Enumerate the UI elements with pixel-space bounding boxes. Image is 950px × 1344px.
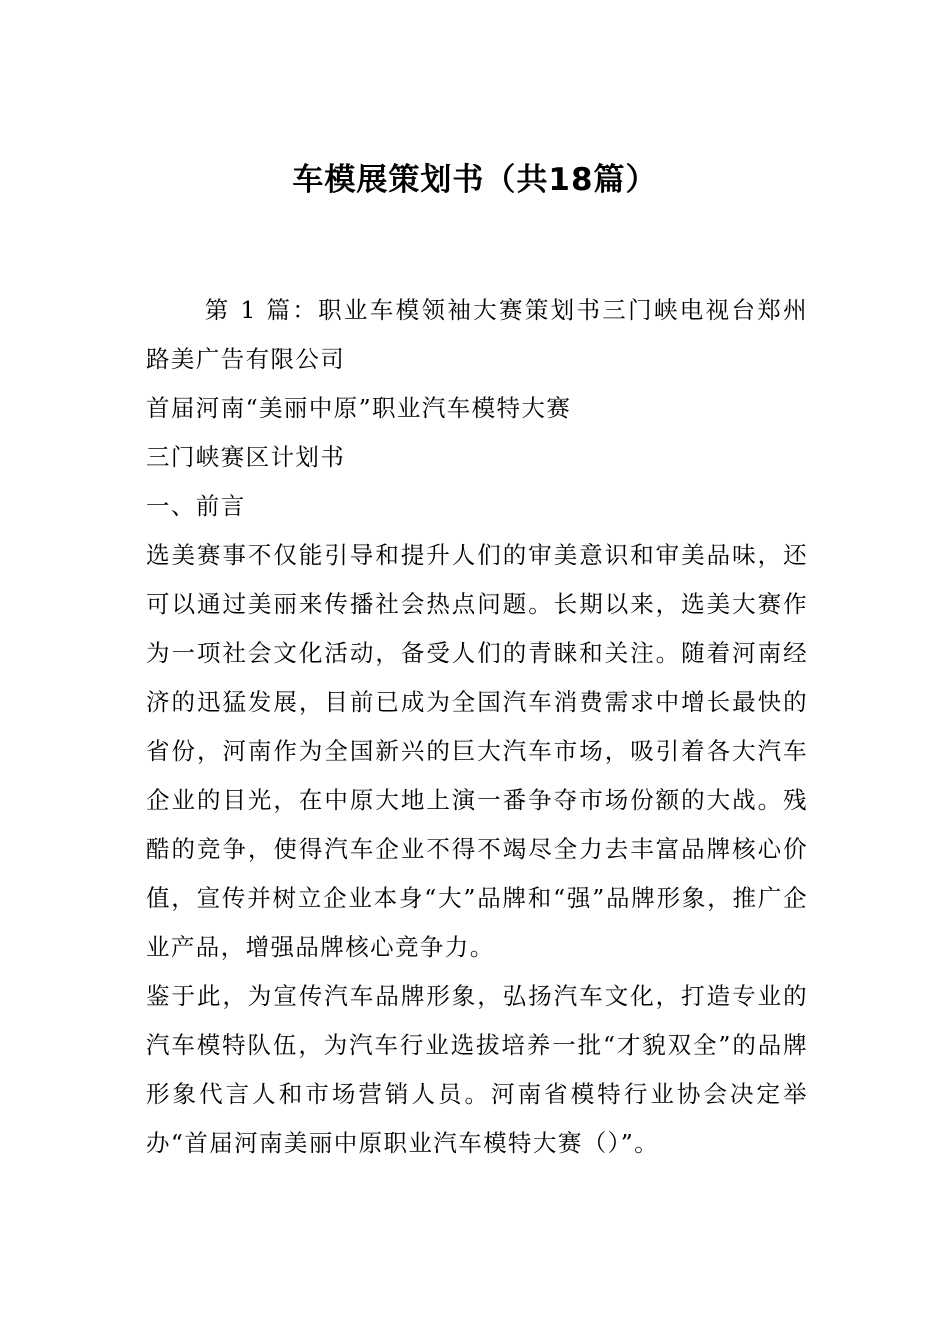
document-body: [146, 286, 808, 1168]
paragraph-plan-title: 三门峡赛区计划书: [146, 443, 346, 471]
paragraph-preface-body: 选美赛事不仅能引导和提升人们的审美意识和审美品味，还可以通过美丽来传播社会热点问题。长期以来，选美大赛作为一项社会文化活动，备受人们的青睐和关注。随着河南经济的迅猛发展，目前已成为全国汽车消费需求中增长最快的省份，河南作为全国新兴的巨大汽车市场，吸引着各大汽车企业的目光，在中原大地上演一番争夺市场份额的大战。残酷的竞争，使得汽车企业不得不竭尽全力去丰富品牌核心价值，宣传并树立企业本身“大”品牌和“强”品牌形象，推广企业产品，增强品牌核心竞争力。: [146, 541, 808, 961]
document-title: 车模展策划书（共18篇）: [292, 162, 658, 198]
paragraph-contest-name: 首届河南“美丽中原”职业汽车模特大赛: [146, 394, 572, 422]
paragraph-purpose: 鉴于此，为宣传汽车品牌形象，弘扬汽车文化，打造专业的汽车模特队伍，为汽车行业选拔培养一批“才貌双全”的品牌形象代言人和市场营销人员。河南省模特行业协会决定举办“首届河南美丽中原职业汽车模特大赛（）”。: [146, 982, 808, 1157]
paragraph-chapter-heading: 第 1 篇：职业车模领袖大赛策划书三门峡电视台郑州路美广告有限公司: [146, 296, 808, 373]
section-heading-preface: 一、前言: [146, 492, 246, 520]
